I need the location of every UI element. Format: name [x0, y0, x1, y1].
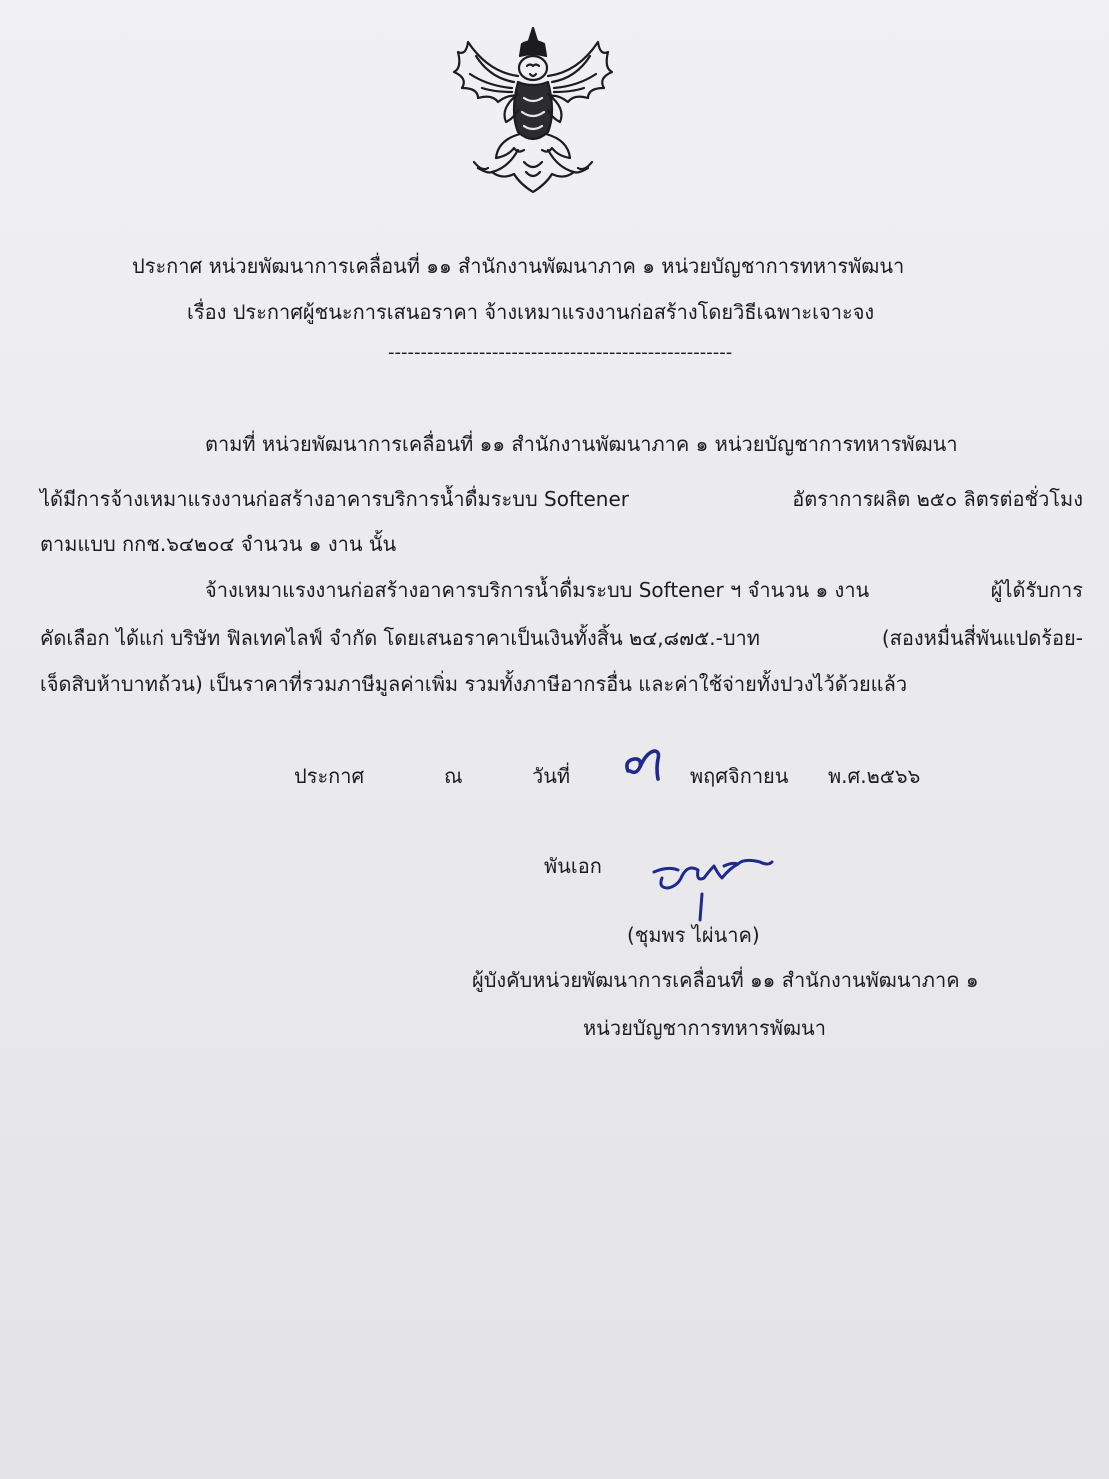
- paragraph1-line1: ตามที่ หน่วยพัฒนาการเคลื่อนที่ ๑๑ สำนักงานพัฒนาภาค ๑ หน่วยบัญชาการทหารพัฒนา: [205, 432, 958, 456]
- header-divider: -----------------------------------------------------: [388, 342, 733, 363]
- date-at-label: ณ: [444, 764, 463, 788]
- paragraph1-line2-part1: ได้มีการจ้างเหมาแรงงานก่อสร้างอาคารบริการน้ำดื่มระบบ Softener: [40, 487, 629, 511]
- paragraph2-line1-part1: จ้างเหมาแรงงานก่อสร้างอาคารบริการน้ำดื่มระบบ Softener ฯ จำนวน ๑ งาน: [205, 578, 870, 602]
- paragraph2-line1: [205, 577, 1083, 603]
- paragraph1-line2: [40, 486, 1083, 512]
- date-announce-label: ประกาศ: [294, 764, 365, 788]
- paragraph1-line2-part2: อัตราการผลิต ๒๕๐ ลิตรต่อชั่วโมง: [792, 487, 1083, 511]
- announcement-subject: เรื่อง ประกาศผู้ชนะการเสนอราคา จ้างเหมาแรงงานก่อสร้างโดยวิธีเฉพาะเจาะจง: [187, 300, 875, 324]
- paragraph2-line2: [40, 625, 1083, 651]
- signatory-rank: พันเอก: [544, 854, 602, 878]
- signatory-position-line1: ผู้บังคับหน่วยพัฒนาการเคลื่อนที่ ๑๑ สำนักงานพัฒนาภาค ๑: [472, 968, 979, 992]
- paragraph1-line3: ตามแบบ กกช.๖๔๒๐๔ จำนวน ๑ งาน นั้น: [40, 532, 397, 556]
- signature-icon: [648, 848, 778, 928]
- date-month: พฤศจิกายน: [690, 764, 789, 788]
- paragraph2-line2-part2: (สองหมื่นสี่พันแปดร้อย-: [881, 626, 1083, 650]
- signatory-name: (ชุมพร ไผ่นาค): [627, 923, 760, 947]
- paragraph2-line3: เจ็ดสิบห้าบาทถ้วน) เป็นราคาที่รวมภาษีมูลค่าเพิ่ม รวมทั้งภาษีอากรอื่น และค่าใช้จ่ายทั้งปวงไว้ด้วยแล้ว: [40, 672, 908, 696]
- paragraph2-line1-part2: ผู้ได้รับการ: [990, 578, 1083, 602]
- garuda-emblem-icon: [448, 22, 618, 200]
- date-year: พ.ศ.๒๕๖๖: [828, 764, 921, 788]
- signatory-position-line2: หน่วยบัญชาการทหารพัฒนา: [583, 1016, 826, 1040]
- announcement-heading: ประกาศ หน่วยพัฒนาการเคลื่อนที่ ๑๑ สำนักงานพัฒนาภาค ๑ หน่วยบัญชาการทหารพัฒนา: [132, 254, 905, 278]
- paragraph2-line2-part1: คัดเลือก ได้แก่ บริษัท ฟิลเทคไลฟ์ จำกัด โดยเสนอราคาเป็นเงินทั้งสิ้น ๒๔,๘๗๕.-บาท: [40, 626, 760, 650]
- date-day-label: วันที่: [532, 764, 571, 788]
- handwritten-day-icon: [620, 745, 668, 785]
